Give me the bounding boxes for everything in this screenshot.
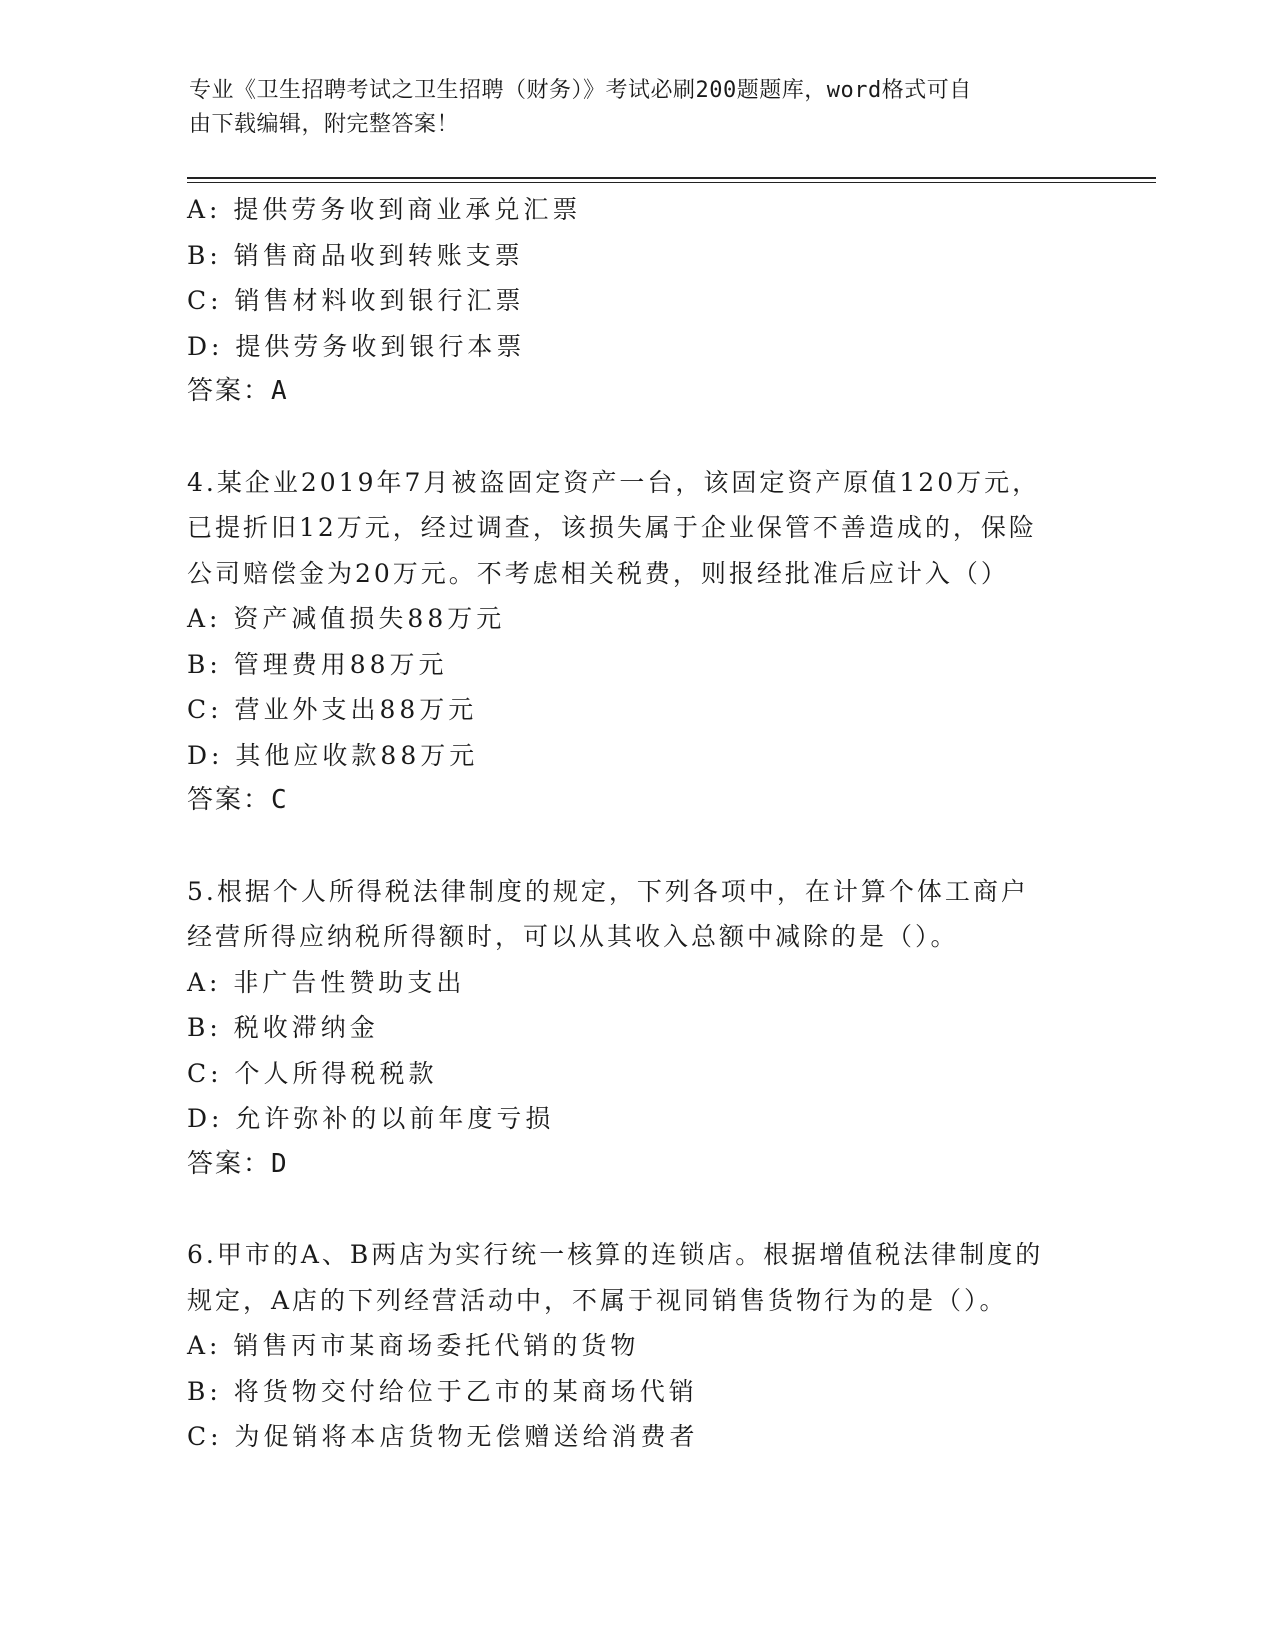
q3-answer-value: A: [271, 376, 289, 406]
q4-stem-line-1: 4.某企业2019年7月被盗固定资产一台，该固定资产原值120万元，: [187, 467, 1041, 497]
q5-stem-line-1: 5.根据个人所得税法律制度的规定，下列各项中，在计算个体工商户: [187, 876, 1029, 906]
q3-option-d: D: 提供劳务收到银行本票: [187, 331, 526, 361]
q5-answer-label: 答案：: [187, 1148, 272, 1179]
question-4: [187, 460, 1087, 824]
q5-stem: [187, 869, 1087, 960]
spacer: [187, 415, 1087, 460]
q6-stem: [187, 1232, 1087, 1323]
q3-answer: [187, 369, 1087, 415]
q5-option-a: A: 非广告性赞助支出: [187, 967, 466, 997]
q5-stem-line-2: 经营所得应纳税所得额时，可以从其收入总额中减除的是（）。: [187, 922, 959, 951]
q3-option-c: C: 销售材料收到银行汇票: [187, 286, 525, 315]
q4-option-b: B: 管理费用88万元: [187, 649, 448, 679]
question-3: [187, 187, 1087, 415]
q4-answer-value: C: [271, 785, 289, 815]
q4-option-c: C: 营业外支出88万元: [187, 695, 478, 724]
q4-answer-label: 答案：: [187, 785, 272, 815]
q6-option-c: C: 为促销将本店货物无偿赠送给消费者: [187, 1422, 699, 1451]
spacer: [187, 1187, 1087, 1232]
q5-option-b: B: 税收滞纳金: [187, 1013, 379, 1042]
q6-stem-line-2: 规定，A店的下列经营活动中，不属于视同销售货物行为的是（）。: [187, 1285, 1008, 1315]
header-line-1: 专业《卫生招聘考试之卫生招聘（财务）》考试必刷200题题库，word格式可自: [189, 78, 972, 103]
q5-option-d: D: 允许弥补的以前年度亏损: [187, 1104, 555, 1133]
q3-answer-label: 答案：: [187, 376, 272, 406]
q4-stem-line-3: 公司赔偿金为20万元。不考虑相关税费，则报经批准后应计入（）: [187, 558, 1009, 588]
q4-option-a: A: 资产减值损失88万元: [187, 604, 506, 633]
document-header: [189, 74, 1069, 142]
q4-stem: [187, 460, 1087, 597]
q4-option-d: D: 其他应收款88万元: [187, 740, 479, 770]
header-line-2: 由下载编辑，附完整答案！: [189, 112, 460, 137]
q4-answer: [187, 778, 1087, 824]
q6-option-a: A: 销售丙市某商场委托代销的货物: [187, 1331, 640, 1360]
q4-stem-line-2: 已提折旧12万元，经过调查，该损失属于企业保管不善造成的，保险: [187, 513, 1037, 542]
q6-option-b: B: 将货物交付给位于乙市的某商场代销: [187, 1376, 698, 1406]
q5-answer: [187, 1142, 1087, 1188]
q6-stem-line-1: 6.甲市的A、B两店为实行统一核算的连锁店。根据增值税法律制度的: [187, 1240, 1044, 1269]
q5-answer-value: D: [271, 1148, 289, 1179]
q3-option-a: A: 提供劳务收到商业承兑汇票: [187, 195, 582, 224]
question-5: [187, 869, 1087, 1188]
header-divider-thin: [187, 182, 1156, 183]
header-divider-thick: [187, 177, 1156, 179]
question-6: [187, 1232, 1087, 1460]
q5-option-c: C: 个人所得税税款: [187, 1058, 438, 1088]
question-list: [187, 187, 1087, 1460]
q3-option-b: B: 销售商品收到转账支票: [187, 240, 524, 270]
spacer: [187, 824, 1087, 869]
